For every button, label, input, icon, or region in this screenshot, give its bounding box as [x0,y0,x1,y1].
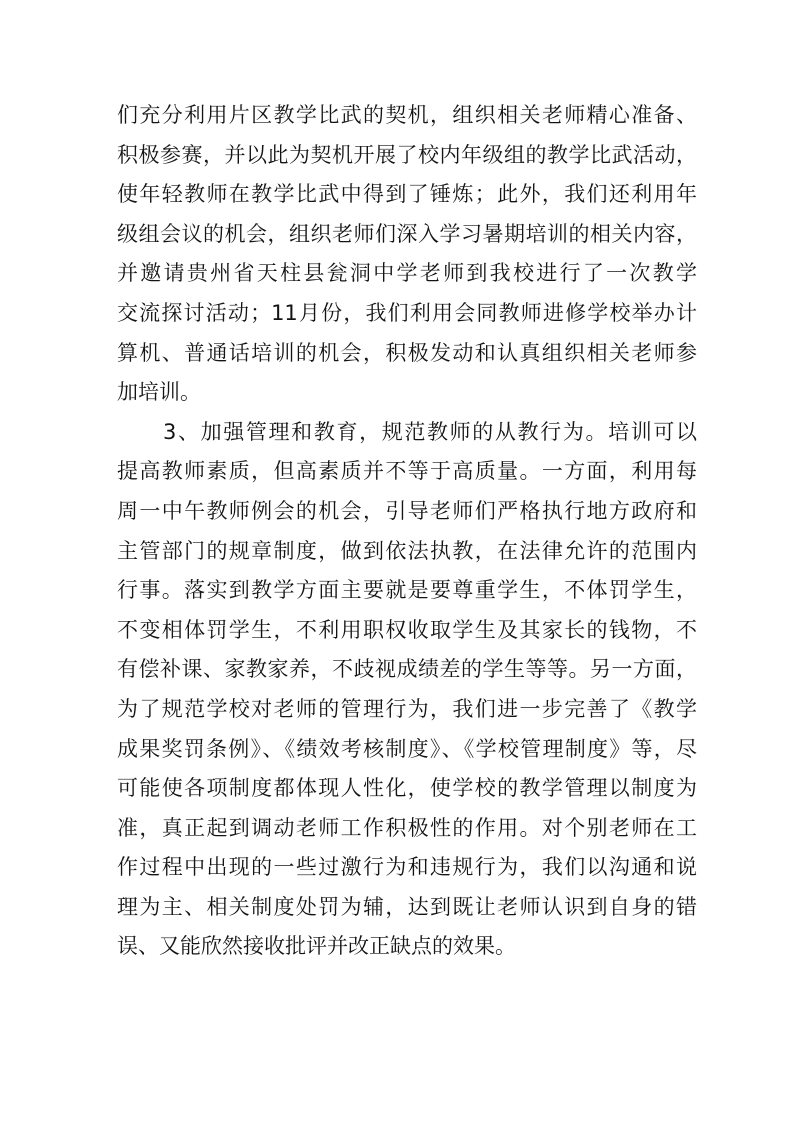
text-line: 积极参赛，并以此为契机开展了校内年级组的教学比武活动， [117,142,697,167]
text-line: 行事。落实到教学方面主要就是要尊重学生，不体罚学生， [117,578,697,603]
text-line: 3、加强管理和教育，规范教师的从教行为。培训可以 [163,419,697,444]
text-line: 交流探讨活动；11月份，我们利用会同教师进修学校举办计 [117,300,697,325]
text-line: 不变相体罚学生，不利用职权收取学生及其家长的钱物，不 [117,617,697,642]
text-line: 有偿补课、家教家养，不歧视成绩差的学生等等。另一方面， [117,657,697,682]
text-line: 可能使各项制度都体现人性化，使学校的教学管理以制度为 [117,776,697,801]
text-line: 误、又能欣然接收批评并改正缺点的效果。 [117,934,516,959]
document-body [117,96,697,967]
text-line: 周一中午教师例会的机会，引导老师们严格执行地方政府和 [117,498,697,523]
text-line: 并邀请贵州省天柱县瓮洞中学老师到我校进行了一次教学 [117,261,697,286]
text-line: 加培训。 [117,380,201,405]
text-line: 理为主、相关制度处罚为辅，达到既让老师认识到自身的错 [117,894,697,919]
text-line: 提高教师素质，但高素质并不等于高质量。一方面，利用每 [117,459,697,484]
text-line: 们充分利用片区教学比武的契机，组织相关老师精心准备、 [117,103,697,127]
text-line: 算机、普通话培训的机会，积极发动和认真组织相关老师参 [117,340,697,365]
text-line: 作过程中出现的一些过激行为和违规行为，我们以沟通和说 [117,855,697,880]
text-line: 为了规范学校对老师的管理行为，我们进一步完善了《教学 [117,696,697,721]
text-line: 主管部门的规章制度，做到依法执教，在法律允许的范围内 [117,538,697,563]
text-line: 使年轻教师在教学比武中得到了锤炼；此外，我们还利用年 [117,182,697,207]
text-line: 级组会议的机会，组织老师们深入学习暑期培训的相关内容， [117,221,697,246]
text-line: 成果奖罚条例》、《绩效考核制度》、《学校管理制度》等，尽 [117,736,697,761]
text-line: 准，真正起到调动老师工作积极性的作用。对个别老师在工 [117,815,697,840]
